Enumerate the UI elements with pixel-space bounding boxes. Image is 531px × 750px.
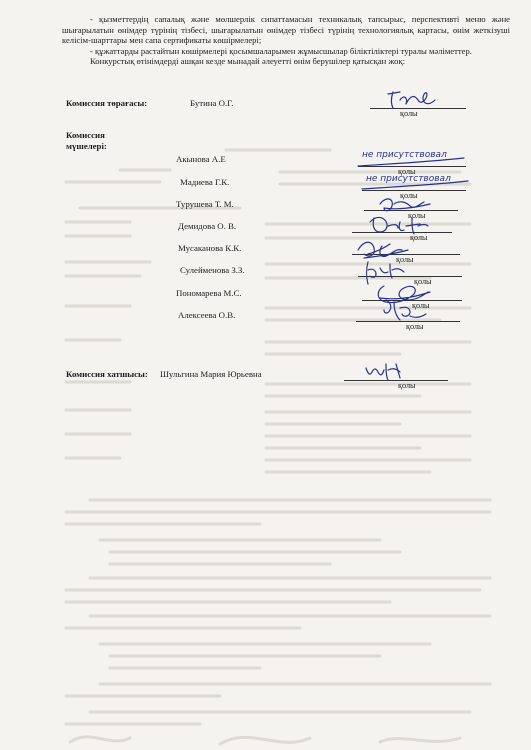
intro-paragraph-3: Конкурстық өтінімдерді ашқан кезде мынадай әлеуетті өнім берушілер қатысқан жоқ: (90, 56, 405, 67)
chair-name: Бутина О.Г. (190, 98, 234, 108)
member-koly: қолы (406, 322, 424, 331)
member-name: Алексеева О.В. (178, 310, 236, 320)
absence-note-underline (356, 148, 468, 170)
absence-note-underline (360, 172, 472, 194)
member-name: Пономарева М.С. (176, 288, 242, 298)
member-signature-image (368, 212, 434, 238)
member-koly: қолы (396, 255, 414, 264)
member-name: Акынова А.Е (176, 154, 226, 164)
member-koly: қолы (412, 301, 430, 310)
member-koly: қолы (414, 277, 432, 286)
member-koly: қолы (408, 211, 426, 220)
member-koly: қолы (400, 191, 418, 200)
member-koly: қолы (410, 233, 428, 242)
secretary-label: Комиссия хатшысы: (66, 369, 148, 379)
member-name: Демидова О. В. (178, 221, 237, 231)
member-signature-image (378, 296, 432, 328)
intro-text (62, 14, 510, 67)
members-label-line-1: Комиссия (66, 130, 105, 140)
secretary-signature-image (362, 358, 412, 384)
members-label-line-2: мүшелері: (66, 141, 107, 151)
member-signature-image (376, 192, 436, 214)
member-koly: қолы (398, 167, 416, 176)
secretary-name: Шульгина Мария Юрьевна (160, 369, 262, 379)
member-absence-note: не присутствовал (362, 150, 447, 160)
intro-paragraph-1: - қызметтердің сапалық және мөлшерлік сипаттамасын техникалық тапсырыс, перспективті меню және шығарылатын өнімдер түрінің тізбесі, шығарылатын өнімдер тізбесі түрінің технологиялық картасы, өнім жеткізуші келісім-шарттары мен сапа сертификаты көшірмелері; (62, 14, 510, 46)
secretary-koly: қолы (398, 381, 416, 390)
chair-signature-image (384, 86, 444, 112)
member-name: Турушева Т. М. (176, 199, 234, 209)
member-name: Мадиева Г.К. (180, 177, 230, 187)
member-absence-note: не присутствовал (366, 174, 451, 184)
intro-paragraph-2: - құжаттарды растайтын көшірмелері қосымшаларымен жұмысшылар біліктіліктері туралы мәліметтер. (90, 45, 472, 56)
chair-label: Комиссия төрағасы: (66, 98, 148, 108)
member-name: Мусаканова К.К. (178, 243, 242, 253)
member-name: Сулейменова З.З. (180, 265, 245, 275)
chair-koly: қолы (400, 109, 418, 118)
